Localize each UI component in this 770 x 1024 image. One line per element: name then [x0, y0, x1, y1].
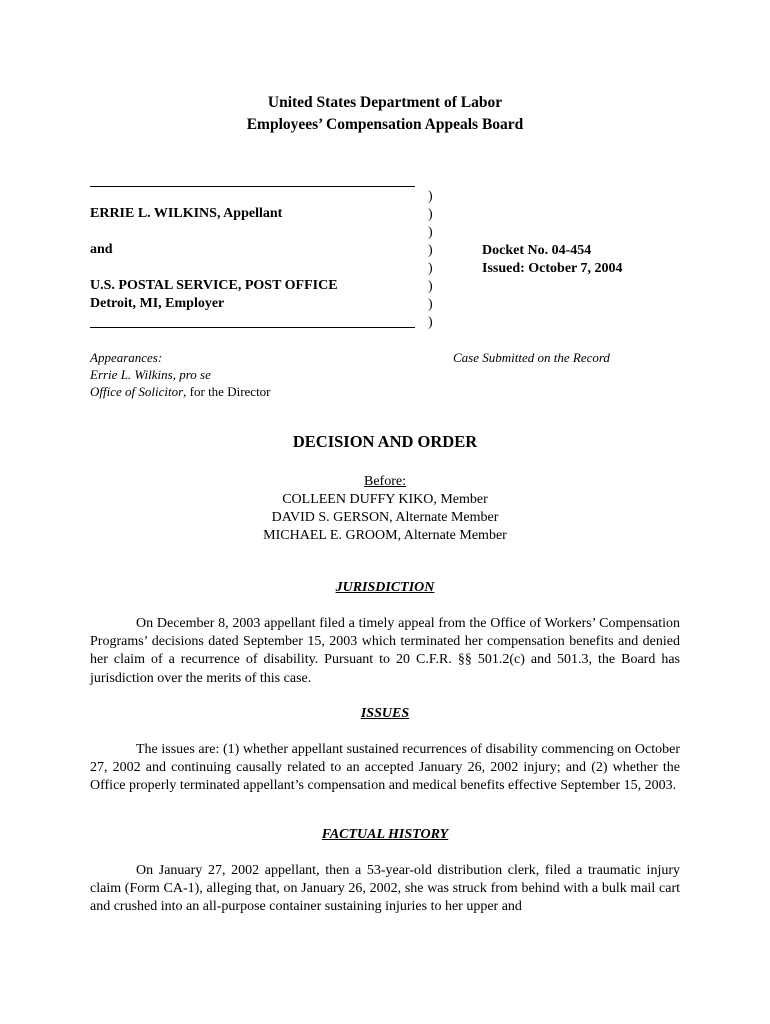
paren: ) — [428, 243, 433, 258]
jurisdiction-heading: JURISDICTION — [335, 580, 435, 595]
panel-members — [0, 473, 770, 545]
factual-history-paragraph — [90, 862, 680, 917]
caption-top-rule — [90, 186, 415, 187]
paren: ) — [428, 315, 433, 330]
issues-paragraph — [90, 741, 680, 796]
appearances-label: Appearances: — [90, 350, 163, 365]
factual-history-text: On January 27, 2002 appellant, then a 53-year-old distribution clerk, filed a traumatic injury claim (Form CA-1), alleging that, on January 26, 2002, she was struck from behind with a bulk mail cart and crushed into an all-purpose container sustaining injuries to her upper and — [90, 863, 680, 915]
agency-title: United States Department of Labor — [267, 94, 503, 111]
jurisdiction-text: On December 8, 2003 appellant filed a timely appeal from the Office of Workers’ Compensation Programs’ decisions dated September 15, 2003 which terminated her compensation benefits and denied her claim of a recurrence of disability. Pursuant to 20 C.F.R. §§ 501.2(c) and 501.3, the Board has jurisdiction over the merits of this case. — [90, 616, 680, 686]
paren: ) — [428, 279, 433, 294]
caption-and: and — [90, 242, 113, 257]
jurisdiction-paragraph — [90, 615, 680, 688]
board-title: Employees’ Compensation Appeals Board — [246, 116, 524, 133]
appellant-name: ERRIE L. WILKINS, Appellant — [90, 206, 283, 221]
before-label: Before: — [364, 474, 406, 489]
employer-line-2: Detroit, MI, Employer — [90, 296, 225, 311]
appearance-solicitor — [90, 383, 271, 400]
issued-date: Issued: October 7, 2004 — [482, 261, 623, 276]
solicitor-office: Office of Solicitor — [90, 384, 184, 399]
paren: ) — [428, 207, 433, 222]
member: DAVID S. GERSON, Alternate Member — [271, 510, 499, 525]
member: COLLEEN DUFFY KIKO, Member — [282, 492, 488, 507]
caption-bottom-rule — [90, 327, 415, 328]
docket-number: Docket No. 04-454 — [482, 243, 592, 258]
case-submitted-note: Case Submitted on the Record — [453, 350, 610, 365]
paren: ) — [428, 297, 433, 312]
appearance-appellant: Errie L. Wilkins, pro se — [90, 367, 211, 382]
paren: ) — [428, 189, 433, 204]
issues-text: The issues are: (1) whether appellant sustained recurrences of disability commencing on October 27, 2002 and continuing causally related to an accepted January 26, 2002 injury; and (2) whether the Office properly terminated appellant’s compensation and medical benefits effective September 15, 2003. — [90, 742, 680, 794]
solicitor-role: , for the Director — [183, 384, 271, 399]
caption-parens — [428, 188, 433, 332]
member: MICHAEL E. GROOM, Alternate Member — [263, 528, 507, 543]
decision-title: DECISION AND ORDER — [292, 432, 478, 451]
paren: ) — [428, 225, 433, 240]
paren: ) — [428, 261, 433, 276]
issues-heading: ISSUES — [360, 706, 410, 721]
factual-history-heading: FACTUAL HISTORY — [321, 827, 449, 842]
employer-line-1: U.S. POSTAL SERVICE, POST OFFICE — [90, 278, 338, 293]
